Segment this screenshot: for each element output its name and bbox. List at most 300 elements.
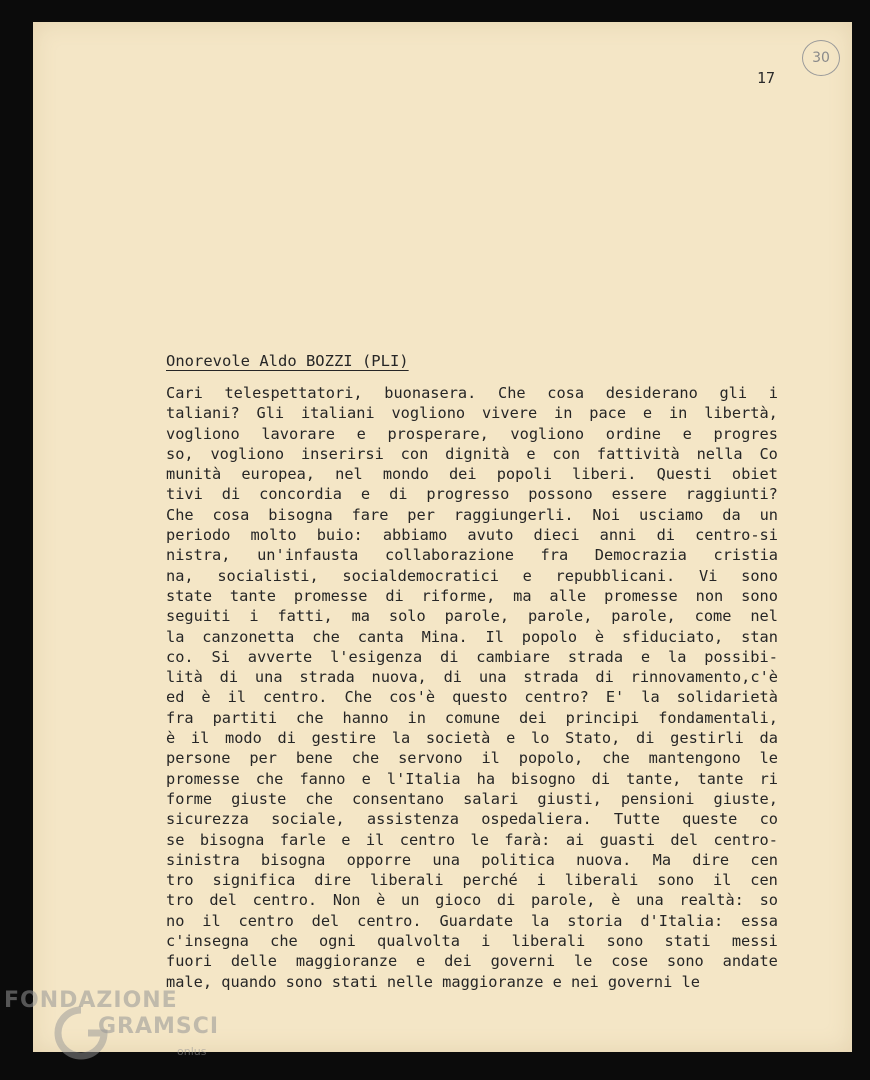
text-word: sono (666, 952, 704, 971)
text-word: Stato, (565, 729, 621, 748)
text-word: strada (523, 668, 579, 687)
text-word: e (552, 972, 562, 991)
text-word: fanno (299, 769, 346, 788)
text-word: il (227, 688, 247, 707)
text-word: che (351, 749, 380, 768)
text-word: le (573, 952, 593, 971)
text-line (166, 606, 778, 626)
text-word: è (166, 729, 176, 748)
text-word: salari (463, 789, 519, 808)
text-word: il (481, 749, 500, 768)
text-word: essere (611, 485, 667, 504)
text-word: la (530, 911, 550, 930)
text-word: prosperare, (387, 424, 489, 443)
text-word: na, (166, 566, 194, 585)
text-word: desiderano (605, 384, 698, 402)
text-word: le (681, 972, 700, 991)
text-word: sono (741, 566, 778, 585)
text-word: stati (331, 972, 378, 991)
text-line (166, 403, 778, 423)
archive-page-stamp: 30 (802, 40, 840, 76)
text-word: di (277, 729, 296, 748)
text-word: che (295, 708, 324, 727)
text-word: la (667, 647, 687, 666)
text-word: di (656, 526, 675, 545)
text-word: dei (444, 952, 472, 971)
text-word: una (432, 850, 460, 869)
text-word: socialisti, (217, 566, 319, 585)
text-word: sicurezza (166, 810, 249, 829)
text-line (166, 545, 778, 565)
text-word: obiet (731, 465, 778, 484)
text-word: fra (166, 708, 194, 727)
text-word: stati (664, 932, 711, 951)
text-word: cosa (212, 505, 250, 524)
text-word: e (506, 729, 516, 748)
text-word: qualvolta (377, 932, 460, 951)
text-word: munità (166, 465, 222, 484)
text-line (166, 505, 778, 525)
text-word: una (254, 668, 283, 687)
text-word: la (641, 688, 660, 707)
text-line (166, 586, 778, 606)
text-word: Il (485, 627, 504, 646)
text-word: centro (399, 830, 456, 849)
text-word: Mina. (421, 627, 468, 646)
text-word: Democrazia (594, 546, 687, 565)
text-word: stan (741, 627, 778, 646)
text-word: non (695, 586, 724, 605)
text-word: Guardate (439, 911, 514, 930)
text-word: gli (719, 384, 748, 402)
text-word: sinistra (166, 850, 240, 869)
text-word: possibi- (704, 647, 778, 666)
text-word: abbiamo (382, 526, 448, 545)
text-line (166, 850, 778, 870)
text-word: promesse (604, 586, 678, 605)
text-word: Tutte (613, 810, 660, 829)
text-word: guasti (599, 830, 655, 849)
text-word: collaborazione (385, 546, 514, 565)
text-word: il (202, 911, 221, 930)
text-word: dei (448, 465, 477, 484)
text-word: cristia (713, 546, 778, 565)
text-word: popoli (496, 465, 552, 484)
text-word: pace (589, 404, 627, 423)
text-word: strada (567, 647, 624, 666)
text-word: dire (314, 871, 352, 890)
text-word: inserirsi (300, 444, 384, 463)
text-word: è (376, 891, 386, 910)
text-word: gioco (435, 891, 482, 910)
text-line (166, 911, 778, 931)
text-word: assistenza (366, 810, 460, 829)
text-word: i (768, 384, 778, 402)
text-word: che (305, 789, 333, 808)
text-word: centro- (713, 830, 778, 849)
text-word: ai (565, 830, 585, 849)
text-word: nella (696, 444, 743, 463)
text-word: co (759, 810, 778, 829)
text-word: tante, (626, 769, 682, 788)
text-word: centro. (252, 891, 318, 910)
text-word: liberi. (572, 465, 637, 484)
text-line (166, 951, 778, 971)
text-word: Questi (656, 465, 712, 484)
text-word: seguiti (166, 607, 231, 626)
text-line (166, 667, 778, 687)
speaker-heading: Onorevole Aldo BOZZI (PLI) (166, 352, 409, 370)
text-word: tro (166, 871, 194, 890)
text-word: maggioranze (295, 952, 398, 971)
text-word: e (526, 444, 536, 463)
text-word: i (481, 932, 491, 951)
text-word: fare (351, 505, 389, 524)
text-word: raggiunti? (685, 485, 778, 504)
text-word: quando (221, 972, 277, 991)
text-word: ordine (605, 424, 661, 443)
page-number: 17 (757, 69, 776, 87)
text-word: ma (513, 586, 532, 605)
text-word: alle (549, 586, 587, 605)
text-word: per (407, 505, 435, 524)
text-word: di (595, 668, 614, 687)
text-word: centro. (357, 911, 422, 930)
text-word: italiani (300, 404, 375, 423)
text-word: che (255, 769, 284, 788)
text-word: questo (452, 688, 508, 707)
text-word: Si (211, 647, 230, 666)
text-word: opporre (346, 850, 412, 869)
text-word: le (470, 830, 489, 849)
text-word: centro? (524, 688, 589, 707)
text-word: libertà, (704, 404, 778, 423)
text-word: canzonetta (202, 627, 295, 646)
text-word: Che (497, 384, 526, 402)
text-word: governi (607, 972, 673, 991)
text-word: liberali (511, 932, 586, 951)
text-word: da (759, 729, 778, 748)
text-word: sono (741, 586, 778, 605)
text-word: le (759, 749, 778, 768)
text-word: del (311, 911, 340, 930)
text-word: una (636, 891, 664, 910)
text-word: centro (238, 911, 294, 930)
text-word: buio: (316, 526, 363, 545)
text-word: vogliono (166, 424, 240, 443)
text-word: so (759, 891, 778, 910)
text-word: fatti, (277, 607, 333, 626)
text-word: sfiduciato, (621, 627, 724, 646)
text-word: di (636, 729, 655, 748)
text-word: ospedaliera. (481, 810, 592, 829)
text-word: farle (279, 830, 326, 849)
text-word: Vi (698, 566, 718, 585)
text-word: parole, (531, 891, 596, 910)
text-word: dieci (533, 526, 580, 545)
text-word: molto (250, 526, 297, 545)
text-word: Non (332, 891, 361, 910)
text-word: dei (519, 708, 547, 727)
text-line (166, 931, 778, 951)
text-word: liberali (369, 871, 444, 890)
text-word: la (166, 627, 185, 646)
text-word: comune (444, 708, 501, 727)
text-word: la (391, 729, 411, 748)
text-word: del (670, 830, 699, 849)
text-word: ri (759, 769, 778, 788)
text-word: nuova, (371, 668, 427, 687)
text-word: delle (230, 952, 277, 971)
text-word: pensioni (620, 789, 695, 808)
text-word: modo (225, 729, 262, 748)
text-word: e (360, 485, 371, 504)
text-word: progres (713, 424, 778, 443)
text-line (166, 830, 778, 850)
text-word: bene (295, 749, 333, 768)
text-word: vogliono (510, 424, 585, 443)
text-word: solo (388, 607, 426, 626)
text-word: parole, (444, 607, 510, 626)
text-word: mondo (382, 465, 429, 484)
text-word: il (190, 729, 210, 748)
watermark-line-1: FONDAZIONE (4, 988, 178, 1013)
text-word: Gli (256, 404, 285, 423)
text-line (166, 809, 778, 829)
text-word: giuste, (713, 789, 778, 808)
text-word: ha (476, 769, 496, 788)
text-line (166, 525, 778, 545)
text-word: un (759, 505, 778, 524)
text-word: nei (571, 972, 599, 991)
text-word: ed (166, 688, 185, 707)
text-word: di (385, 586, 404, 605)
text-word: Che (166, 505, 194, 524)
text-word: co. (166, 647, 194, 666)
text-word: giusti, (537, 789, 602, 808)
text-word: concordia (259, 485, 342, 504)
text-word: cen (750, 871, 778, 890)
text-word: Ma (652, 850, 672, 869)
text-word: in (407, 708, 426, 727)
text-word: male, (166, 972, 213, 991)
text-line (166, 769, 778, 789)
text-word: governi (490, 952, 556, 971)
text-word: l'Italia (386, 769, 461, 788)
text-word: bisogna (260, 850, 326, 869)
text-word: nel (335, 465, 363, 484)
text-word: no (166, 911, 185, 930)
watermark-line-2: GRAMSCI (98, 1014, 220, 1039)
text-word: che (602, 749, 630, 768)
text-word: centro. (263, 688, 328, 707)
text-word: nelle (386, 972, 433, 991)
text-word: bisogna (199, 830, 265, 849)
text-word: fondamentali, (658, 708, 778, 727)
text-line (166, 627, 778, 647)
text-line (166, 444, 778, 464)
text-line (166, 566, 778, 586)
text-word: hanno (342, 708, 389, 727)
text-word: una (478, 668, 507, 687)
text-word: c'insegna (166, 932, 249, 951)
text-word: che (312, 627, 340, 646)
text-word: andate (722, 952, 778, 971)
text-word: e (361, 769, 371, 788)
text-word: ma (351, 607, 370, 626)
text-word: dire (692, 850, 730, 869)
text-word: è (201, 688, 211, 707)
text-word: e (682, 424, 692, 443)
text-word: bisogna (268, 505, 333, 524)
text-word: gestirli (670, 729, 744, 748)
text-word: consentano (351, 789, 445, 808)
text-word: di (440, 647, 459, 666)
text-word: il (712, 871, 732, 890)
text-word: e (642, 404, 653, 423)
text-word: promesse (293, 586, 368, 605)
text-word: e (522, 566, 532, 585)
text-word: Co (759, 444, 778, 463)
text-word: persone (166, 749, 231, 768)
text-word: farà: (504, 830, 551, 849)
text-word: di (496, 891, 516, 910)
text-word: di (221, 485, 241, 504)
text-line (166, 708, 778, 728)
text-word: sono (606, 932, 644, 951)
text-word: avverte (247, 647, 313, 666)
text-word: partiti (212, 708, 278, 727)
text-word: e (640, 647, 651, 666)
text-word: servono (398, 749, 463, 768)
text-line (166, 972, 778, 992)
text-word: realtà: (679, 891, 744, 910)
text-word: gestire (311, 729, 377, 748)
text-word: E' (605, 688, 625, 707)
text-word: possono (528, 485, 593, 504)
text-word: rinnovamento,c'è (630, 668, 778, 687)
text-word: ogni (318, 932, 356, 951)
text-word: lità (166, 668, 203, 687)
text-word: che (270, 932, 298, 951)
text-word: sono (285, 972, 323, 991)
text-word: tante (697, 769, 744, 788)
text-word: il (365, 830, 385, 849)
text-word: di (443, 668, 462, 687)
archive-watermark (4, 988, 244, 1078)
text-word: forme (166, 789, 213, 808)
text-word: Che (344, 688, 373, 707)
text-word: lavorare (261, 424, 335, 443)
text-word: nel (750, 607, 778, 626)
text-word: state (166, 586, 213, 605)
text-word: da (722, 505, 741, 524)
text-word: so, (166, 444, 194, 463)
text-word: di (389, 485, 408, 504)
text-word: telespettatori, (224, 384, 363, 402)
text-word: nuova. (576, 850, 632, 869)
text-word: buonasera. (384, 384, 477, 402)
text-word: messi (731, 932, 778, 951)
text-word: perché (462, 871, 518, 890)
text-word: cambiare (476, 647, 550, 666)
text-word: i (249, 607, 259, 626)
text-word: cos'è (389, 688, 436, 707)
text-line (166, 687, 778, 707)
text-word: cose (611, 952, 649, 971)
text-word: dignità (445, 444, 510, 463)
text-word: come (694, 607, 732, 626)
text-word: e (356, 424, 366, 443)
text-word: socialdemocratici (342, 566, 499, 585)
text-line (166, 870, 778, 890)
text-word: nistra, (166, 546, 231, 565)
text-word: tro (166, 891, 194, 910)
text-word: vogliono (210, 444, 285, 463)
text-word: è (594, 627, 605, 646)
text-line (166, 464, 778, 484)
text-word: vivere (481, 404, 538, 423)
text-word: in (668, 404, 688, 423)
text-word: del (209, 891, 237, 910)
text-word: cen (750, 850, 778, 869)
text-word: giuste (231, 789, 287, 808)
text-word: solidarietà (676, 688, 778, 707)
text-word: è (611, 891, 621, 910)
text-word: tante (229, 586, 276, 605)
text-word: storia (567, 911, 623, 930)
text-word: fuori (166, 952, 213, 971)
text-word: l'esigenza (330, 647, 423, 666)
watermark-line-3: onlus (177, 1045, 207, 1058)
text-word: un'infausta (257, 546, 359, 565)
text-word: politica (481, 850, 555, 869)
text-word: e (416, 952, 426, 971)
text-word: sono (657, 871, 695, 890)
text-word: d'Italia: (640, 911, 724, 930)
text-word: promesse (166, 769, 240, 788)
text-word: con (552, 444, 581, 463)
text-line (166, 789, 778, 809)
text-word: parole, (611, 607, 676, 626)
text-word: cosa (547, 384, 585, 402)
text-line (166, 647, 778, 667)
text-word: liberali (564, 871, 639, 890)
text-word: Cari (166, 384, 203, 402)
text-word: avuto (467, 526, 514, 545)
text-word: i (536, 871, 546, 890)
text-word: lo (530, 729, 550, 748)
text-word: significa (212, 871, 296, 890)
speech-body (166, 383, 778, 992)
text-word: queste (682, 810, 738, 829)
text-word: popolo, (518, 749, 584, 768)
text-word: maggioranze (442, 972, 544, 991)
text-word: europea, (241, 465, 316, 484)
text-word: tivi (166, 485, 203, 504)
text-word: con (400, 444, 429, 463)
text-word: principi (565, 708, 640, 727)
text-word: Noi (592, 505, 621, 524)
text-line (166, 424, 778, 444)
text-word: fattività (596, 444, 680, 463)
text-word: taliani? (166, 404, 240, 423)
text-word: e (341, 830, 351, 849)
text-word: parole, (527, 607, 593, 626)
text-word: in (554, 404, 573, 423)
text-line (166, 383, 778, 403)
text-line (166, 484, 778, 504)
